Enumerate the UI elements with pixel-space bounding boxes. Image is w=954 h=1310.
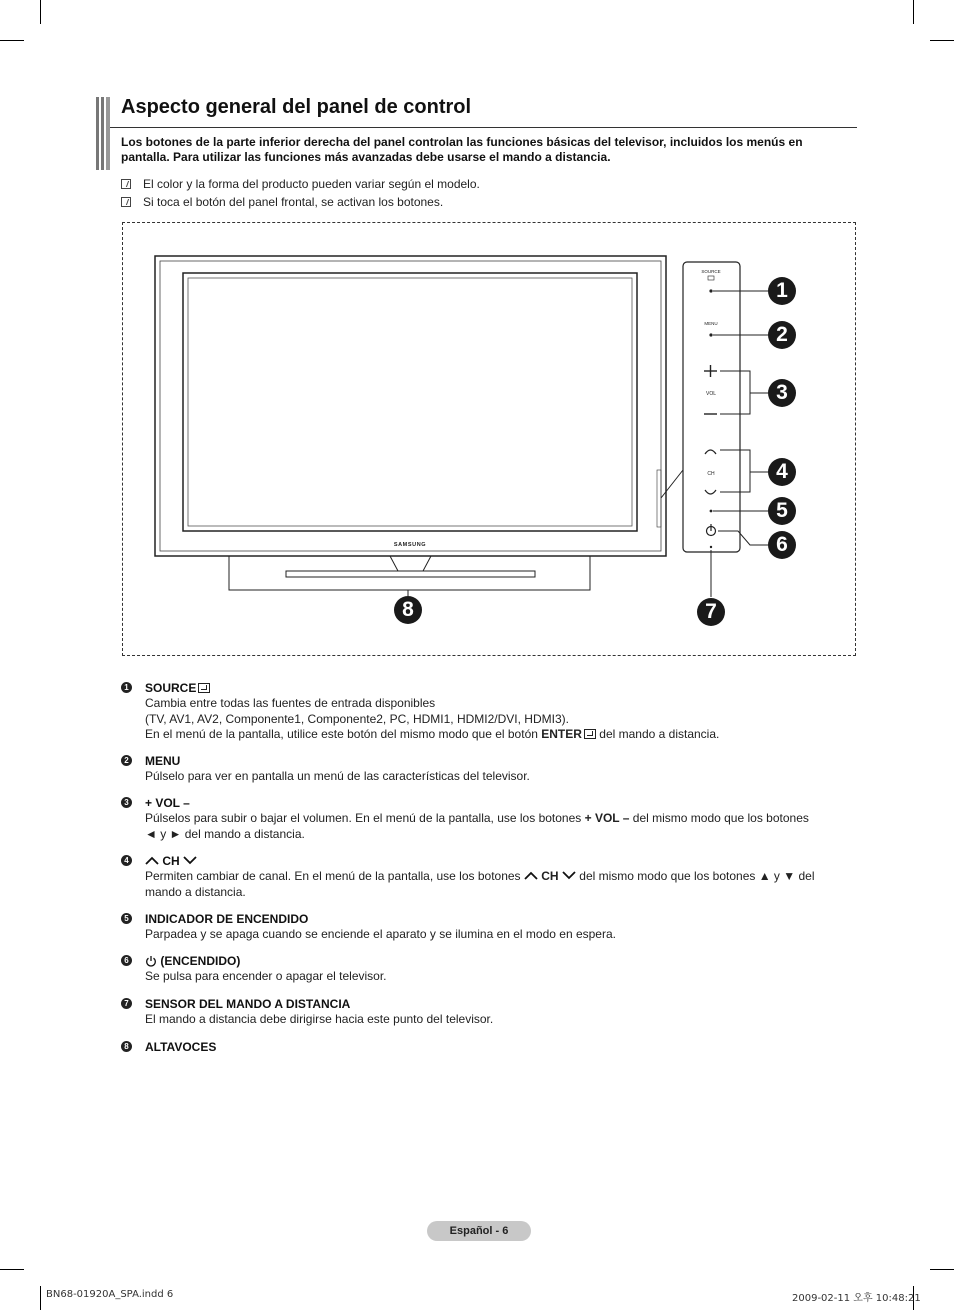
item-text: El mando a distancia debe dirigirse hacia este punto del televisor. — [145, 1012, 494, 1027]
item-text-bold: ENTER — [541, 726, 582, 741]
callout-7: 7 — [697, 598, 725, 626]
stand-neck — [390, 556, 431, 571]
callout-8: 8 — [394, 596, 422, 624]
item-number: 2 — [121, 755, 132, 766]
source-icon — [198, 683, 210, 693]
item-text: Cambia entre todas las fuentes de entrada disponibles — [145, 696, 436, 711]
intro-paragraph: Los botones de la parte inferior derecha del panel controlan las funciones básicas del televisor, incluidos los menús en pantalla. Para utilizar las funciones más avanzadas debe usarse el mando a distancia. — [121, 135, 803, 164]
item-text: En el menú de la pantalla, utilice este botón del mismo modo que el botón — [145, 726, 538, 741]
item-text: del mismo modo que los botones — [632, 811, 809, 826]
panel-menu-label: MENU — [704, 321, 718, 326]
speaker-bar — [229, 556, 590, 590]
callout-3: 3 — [768, 379, 796, 407]
item-speakers — [121, 1040, 841, 1055]
item-source — [121, 681, 841, 742]
callout-2: 2 — [768, 321, 796, 349]
item-number: 8 — [121, 1041, 132, 1052]
item-vol — [121, 796, 841, 842]
date-slug: 2009-02-11 오후 10:48:21 — [792, 1293, 921, 1304]
item-text: Púlselos para subir o bajar el volumen. En el menú de la pantalla, use los botones — [145, 811, 582, 826]
power-icon — [145, 955, 157, 967]
panel-ch-label: CH — [707, 471, 715, 477]
item-number: 7 — [121, 998, 132, 1009]
item-text: (TV, AV1, AV2, Componente1, Componente2, PC, HDMI1, HDMI2/DVI, HDMI3). — [145, 711, 569, 726]
chevron-down-icon — [562, 871, 576, 880]
item-ch — [121, 854, 841, 900]
item-text-bold: CH — [541, 869, 559, 884]
brand-logo: SAMSUNG — [393, 542, 427, 548]
note-text: El color y la forma del producto pueden variar según el modelo. — [143, 177, 480, 191]
item-text: Permiten cambiar de canal. En el menú de la pantalla, use los botones — [145, 869, 521, 884]
control-panel — [683, 262, 740, 552]
item-text: Púlselo para ver en pantalla un menú de las características del televisor. — [145, 769, 530, 784]
crop-mark — [930, 1269, 954, 1270]
item-menu — [121, 754, 841, 785]
item-title: CH — [162, 854, 180, 868]
file-slug: BN68-01920A_SPA.indd 6 — [46, 1289, 174, 1300]
item-title: MENU — [145, 754, 181, 768]
note-text: Si toca el botón del panel frontal, se activan los botones. — [143, 195, 444, 209]
item-title: SOURCE — [145, 681, 197, 695]
chevron-up-icon — [145, 856, 159, 865]
item-text: del mismo modo que los botones ▲ y ▼ del — [579, 869, 815, 884]
item-power-indicator — [121, 912, 841, 943]
panel-source-label: SOURCE — [701, 269, 721, 274]
page-number: Español - 6 — [427, 1221, 531, 1241]
item-number: 5 — [121, 913, 132, 924]
callout-5: 5 — [768, 497, 796, 525]
callout-6: 6 — [768, 531, 796, 559]
tv-screen — [183, 273, 637, 531]
item-text: Se pulsa para encender o apagar el televisor. — [145, 969, 387, 984]
item-text: Parpadea y se apaga cuando se enciende el aparato y se ilumina en el modo en espera. — [145, 927, 616, 942]
item-text-bold: + VOL – — [584, 811, 630, 826]
callout-1: 1 — [768, 277, 796, 305]
item-title: INDICADOR DE ENCENDIDO — [145, 912, 309, 926]
item-text: mando a distancia. — [145, 884, 246, 899]
item-number: 6 — [121, 955, 132, 966]
crop-mark — [0, 1269, 24, 1270]
item-text: del mando a distancia. — [599, 726, 720, 741]
enter-icon — [584, 729, 596, 739]
chevron-down-icon — [183, 856, 197, 865]
item-power — [121, 954, 841, 985]
crop-mark — [40, 1286, 41, 1310]
item-title: ALTAVOCES — [145, 1040, 217, 1054]
item-number: 4 — [121, 855, 132, 866]
panel-vol-label: VOL — [705, 391, 717, 397]
item-title: (ENCENDIDO) — [160, 954, 241, 968]
stand-base — [286, 571, 535, 577]
callout-4: 4 — [768, 458, 796, 486]
item-title: + VOL – — [145, 796, 190, 810]
chevron-up-icon — [524, 871, 538, 880]
page-title: Aspecto general del panel de control — [121, 96, 472, 118]
item-title: SENSOR DEL MANDO A DISTANCIA — [145, 997, 351, 1011]
item-remote-sensor — [121, 997, 841, 1028]
item-number: 3 — [121, 797, 132, 808]
item-text: ◄ y ► del mando a distancia. — [145, 826, 305, 841]
item-number: 1 — [121, 682, 132, 693]
